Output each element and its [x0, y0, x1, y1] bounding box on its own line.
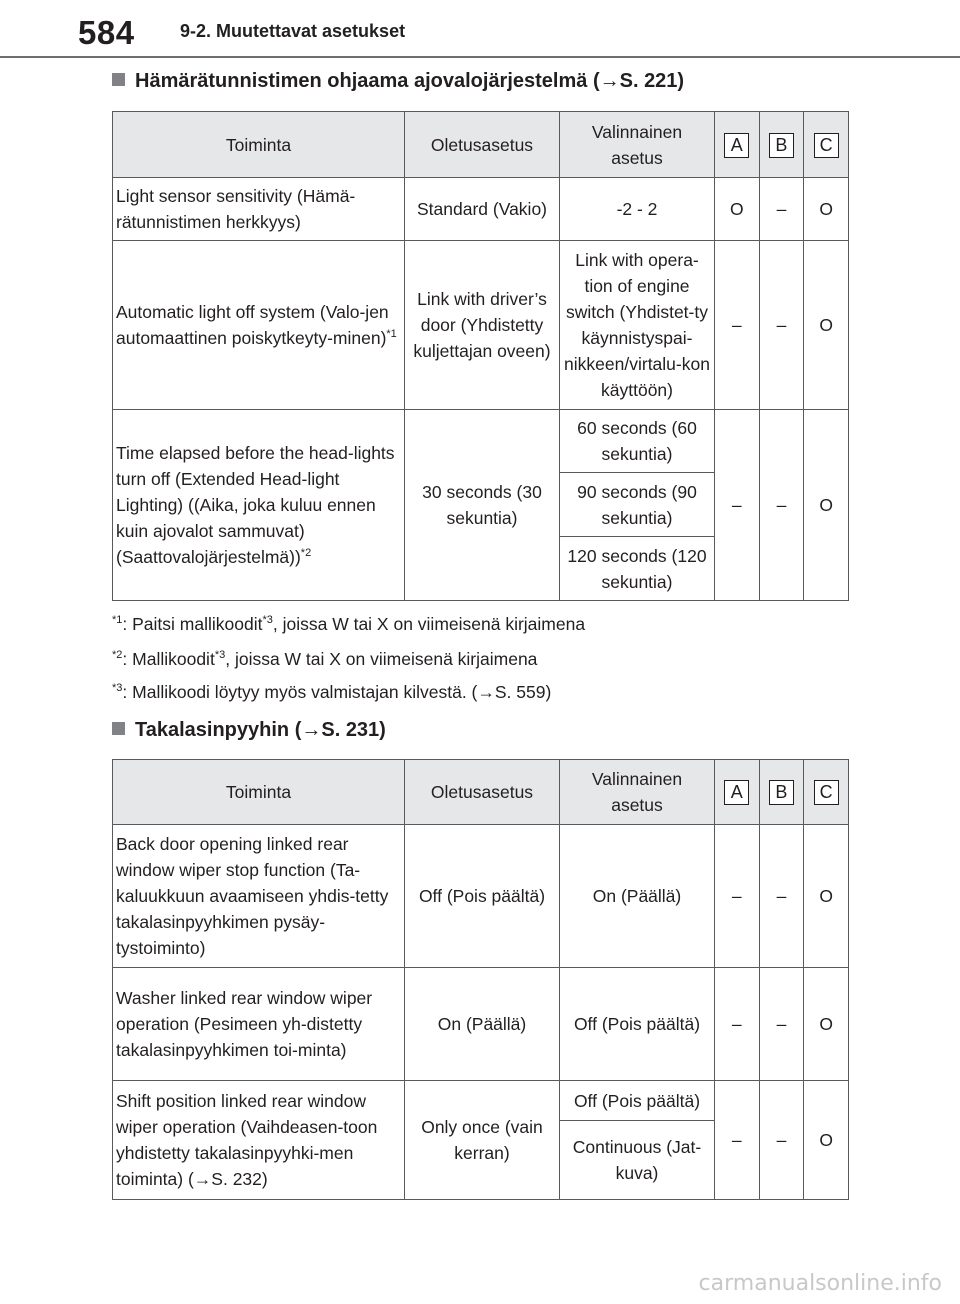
optional-cell: -2 - 2	[560, 178, 715, 241]
function-cell: Back door opening linked rear window wiper stop function (Ta-kaluukkuun avaamiseen yhdis-tetty takalasinpyyhkimen pysäy-tystoiminto)	[113, 825, 405, 968]
col-header-c: C	[804, 112, 849, 178]
arrow-icon: →	[599, 70, 620, 92]
rear-wiper-table	[112, 759, 849, 1200]
col-header-optional: Valinnainen asetus	[560, 112, 715, 178]
function-cell: Time elapsed before the head-lights turn off (Extended Head-light Lighting) ((Aika, joka kuluu ennen kuin ajovalot sammuvat) (Saattovalojärjestelmä))$^{*2}$	[113, 410, 405, 601]
square-bullet-icon	[112, 73, 125, 86]
page-header	[0, 0, 960, 58]
c-cell: O	[804, 825, 849, 968]
footnote-2: $^{*2}$: Mallikoodit$^{*3}$, joissa W tai X on viimeisenä kirjaimena	[112, 649, 538, 669]
watermark: carmanualsonline.info	[698, 1271, 942, 1296]
section-title-rear-wiper: Takalasinpyyhin (→S. 231)	[112, 719, 386, 742]
b-cell: –	[759, 178, 804, 241]
page-number: 584	[78, 14, 135, 51]
optional-cell: Off (Pois päältä)	[560, 1081, 715, 1121]
light-settings-table	[112, 111, 849, 601]
a-cell: –	[715, 968, 760, 1081]
optional-cell: Link with opera-tion of engine switch (Yhdistet-ty käynnistyspai-nikkeen/virtalu-kon käyttöön)	[560, 241, 715, 410]
optional-cell: 120 seconds (120 sekuntia)	[560, 537, 715, 601]
col-header-default: Oletusasetus	[405, 760, 560, 825]
col-header-optional: Valinnainen asetus	[560, 760, 715, 825]
b-cell: –	[759, 1081, 804, 1200]
chapter-title: 9-2. Muutettavat asetukset	[180, 21, 406, 41]
c-cell: O	[804, 1081, 849, 1200]
arrow-icon: →	[301, 719, 322, 741]
footnote-3: $^{*3}$: Mallikoodi löytyy myös valmistajan kilvestä. (→S. 559)	[112, 682, 552, 702]
col-header-b: B	[759, 112, 804, 178]
default-cell: On (Päällä)	[405, 968, 560, 1081]
function-cell: Shift position linked rear window wiper operation (Vaihdeasen-toon yhdistetty takalasinpyyhki-men toiminta) (→S. 232)	[113, 1081, 405, 1200]
optional-cell: 60 seconds (60 sekuntia)	[560, 410, 715, 473]
a-cell: –	[715, 825, 760, 968]
a-cell: –	[715, 241, 760, 410]
table-row	[113, 825, 849, 968]
table-row	[113, 1081, 849, 1121]
function-cell: Washer linked rear window wiper operation (Pesimeen yh-distetty takalasinpyyhkimen toi-minta)	[113, 968, 405, 1081]
table-row	[113, 968, 849, 1081]
table-row	[113, 410, 849, 473]
footnote-ref: *1	[386, 328, 397, 340]
arrow-icon: →	[477, 682, 495, 702]
optional-cell: Continuous (Jat-kuva)	[560, 1121, 715, 1200]
default-cell: Standard (Vakio)	[405, 178, 560, 241]
table-row	[113, 178, 849, 241]
default-cell: 30 seconds (30 sekuntia)	[405, 410, 560, 601]
b-cell: –	[759, 410, 804, 601]
optional-cell: On (Päällä)	[560, 825, 715, 968]
default-cell: Only once (vain kerran)	[405, 1081, 560, 1200]
c-cell: O	[804, 410, 849, 601]
optional-cell: 90 seconds (90 sekuntia)	[560, 473, 715, 537]
a-cell: –	[715, 1081, 760, 1200]
header-divider	[0, 56, 960, 58]
a-cell: O	[715, 178, 760, 241]
c-cell: O	[804, 178, 849, 241]
function-cell: Light sensor sensitivity (Hämä-rätunnistimen herkkyys)	[113, 178, 405, 241]
default-cell: Link with driver’s door (Yhdistetty kuljettajan oveen)	[405, 241, 560, 410]
col-header-b: B	[759, 760, 804, 825]
b-cell: –	[759, 825, 804, 968]
default-cell: Off (Pois päältä)	[405, 825, 560, 968]
footnote-1: $^{*1}$: Paitsi mallikoodit$^{*3}$, joissa W tai X on viimeisenä kirjaimena	[112, 614, 586, 634]
optional-cell: Off (Pois päältä)	[560, 968, 715, 1081]
table-header-row	[113, 760, 849, 825]
c-cell: O	[804, 241, 849, 410]
b-cell: –	[759, 968, 804, 1081]
col-header-c: C	[804, 760, 849, 825]
col-header-default: Oletusasetus	[405, 112, 560, 178]
footnote-ref: *2	[300, 547, 312, 559]
c-cell: O	[804, 968, 849, 1081]
b-cell: –	[759, 241, 804, 410]
col-header-function: Toiminta	[113, 112, 405, 178]
function-cell: Automatic light off system (Valo-jen automaattinen poiskytkeyty-minen)$^{*1}$	[113, 241, 405, 410]
col-header-a: A	[715, 760, 760, 825]
col-header-function: Toiminta	[113, 760, 405, 825]
square-bullet-icon	[112, 722, 125, 735]
table-header-row	[113, 112, 849, 178]
arrow-icon: →	[193, 1169, 212, 1189]
col-header-a: A	[715, 112, 760, 178]
section-title-light-sensor: Hämärätunnistimen ohjaama ajovalojärjestelmä (→S. 221)	[112, 70, 684, 93]
table-row	[113, 241, 849, 410]
a-cell: –	[715, 410, 760, 601]
